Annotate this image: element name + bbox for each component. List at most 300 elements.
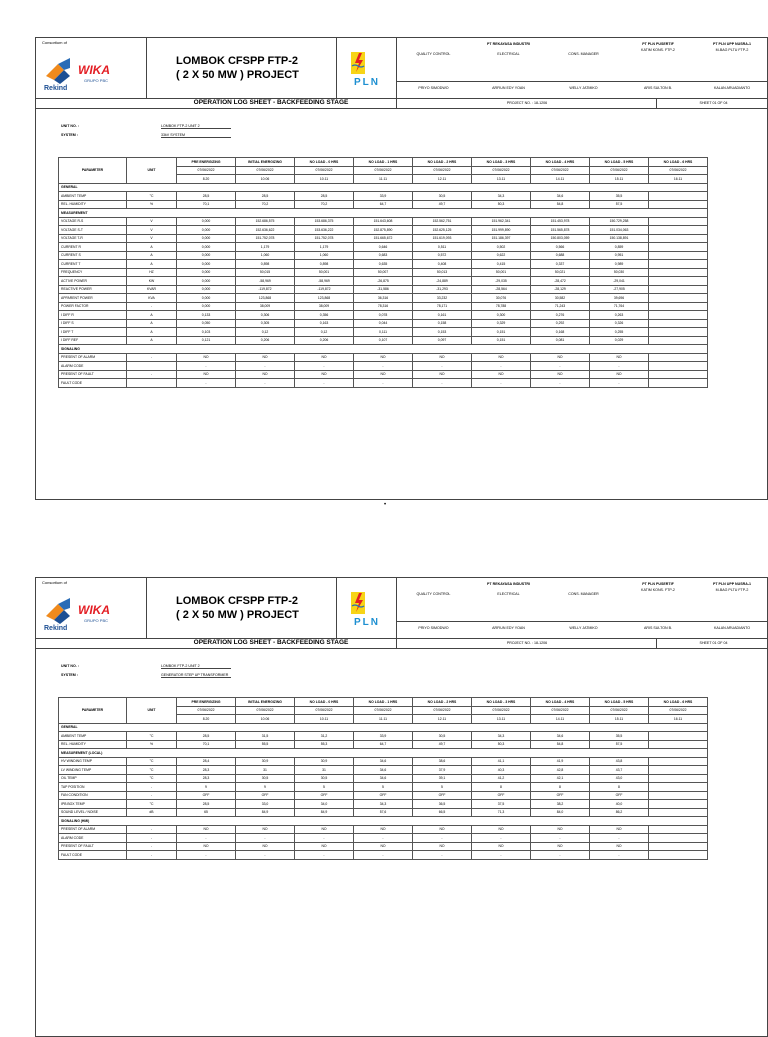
reading-cell: 0,000 <box>177 234 236 243</box>
reading-cell: 34,3 <box>472 192 531 201</box>
reading-cell: 0,000 <box>177 243 236 252</box>
stage-time: 14.11 <box>531 175 590 184</box>
stage-date: 07/06/2022 <box>295 706 354 715</box>
stage-header: INITIAL ENERGIZING <box>236 158 295 167</box>
parameter-name: IPB BOX TEMP <box>59 800 127 809</box>
reading-cell: 33,9 <box>354 192 413 201</box>
consortium-logo-box <box>36 578 147 638</box>
reading-cell: - <box>354 851 413 860</box>
reading-cell: 43,8 <box>590 757 649 766</box>
stage-date: 07/06/2022 <box>649 706 708 715</box>
reading-cell: NO <box>236 825 295 834</box>
reading-cell: 0,121 <box>177 336 236 345</box>
stage-date: 07/06/2022 <box>590 166 649 175</box>
reading-cell <box>649 370 708 379</box>
reading-cell: OFF <box>236 791 295 800</box>
reading-cell: 0,263 <box>590 311 649 320</box>
parameter-name: I DIFF S <box>59 319 127 328</box>
reading-cell: NO <box>295 370 354 379</box>
reading-cell: OFF <box>177 791 236 800</box>
reading-cell: 65 <box>177 808 236 817</box>
stage-header: NO LOAD - 1 HRS <box>354 158 413 167</box>
reading-cell: 31 <box>236 766 295 775</box>
reading-cell: 70,1 <box>177 740 236 749</box>
table-row <box>59 842 708 851</box>
stage-header: NO LOAD - 6 HRS <box>649 698 708 707</box>
reading-cell: -28,129 <box>531 285 590 294</box>
sign-role: M-BAG PLTU FTP-2 <box>715 588 749 592</box>
stage-time: 12.11 <box>413 175 472 184</box>
reading-cell: 34,0 <box>295 800 354 809</box>
table-row <box>59 766 708 775</box>
parameter-unit: - <box>127 791 177 800</box>
stage-date: 07/06/2022 <box>354 166 413 175</box>
reading-cell: 0,078 <box>354 311 413 320</box>
reading-cell: - <box>472 379 531 388</box>
table-row <box>59 379 708 388</box>
reading-cell: NO <box>236 842 295 851</box>
stage-header: PRE ENERGIZING <box>177 698 236 707</box>
sign-name: KALAN ARUADIANTO <box>713 86 751 90</box>
parameter-unit: dB <box>127 808 177 817</box>
table-row <box>59 192 708 201</box>
reading-cell: 0,000 <box>177 294 236 303</box>
reading-cell: NO <box>472 842 531 851</box>
section-title: MEASUREMENT <box>59 209 708 218</box>
section-title: SIGNALING (HMI) <box>59 817 708 826</box>
table-row <box>59 774 708 783</box>
stage-header: NO LOAD - 2 HRS <box>413 158 472 167</box>
reading-cell: 41,2 <box>472 774 531 783</box>
reading-cell <box>649 740 708 749</box>
stage-header: INITIAL ENERGIZING <box>236 698 295 707</box>
reading-cell: - <box>531 362 590 371</box>
parameter-name: VOLTAGE S-T <box>59 226 127 235</box>
reading-cell: - <box>177 362 236 371</box>
reading-cell: 0,000 <box>177 217 236 226</box>
reading-cell <box>649 336 708 345</box>
reading-cell: NO <box>590 825 649 834</box>
reading-cell: -119,872 <box>295 285 354 294</box>
parameter-name: CURRENT T <box>59 260 127 269</box>
sign-org: PT PLN PUSERTIF <box>642 42 674 46</box>
sign-role: CONS. MANAGER <box>568 52 599 56</box>
reading-cell: OFF <box>354 791 413 800</box>
project-title-line-1: LOMBOK CFSPP FTP-2 <box>176 595 299 607</box>
reading-cell: -31,293 <box>413 285 472 294</box>
parameter-unit: % <box>127 200 177 209</box>
unit-header: UNIT <box>127 698 177 724</box>
parameter-name: PRESENT OF ALARM <box>59 825 127 834</box>
reading-cell: 1,179 <box>295 243 354 252</box>
reading-cell <box>649 808 708 817</box>
stage-time: 11.11 <box>354 715 413 724</box>
svg-text:WIKA: WIKA <box>78 603 110 617</box>
reading-cell: 0,898 <box>295 260 354 269</box>
sign-col-mbag <box>695 38 768 98</box>
parameter-name: HV WINDING TEMP <box>59 757 127 766</box>
stage-header: NO LOAD - 1 HRS <box>354 698 413 707</box>
sign-name: ARFIUN EDY YOAN <box>492 626 525 630</box>
stage-header: NO LOAD - 5 HRS <box>590 158 649 167</box>
sign-role: ELECTRICAL <box>497 592 520 596</box>
reading-cell: NO <box>472 353 531 362</box>
table-row <box>59 302 708 311</box>
stage-date: 07/06/2022 <box>413 166 472 175</box>
approval-signature-area <box>396 578 768 638</box>
reading-cell: 30,5 <box>295 774 354 783</box>
reading-cell: 28,3 <box>177 774 236 783</box>
parameter-name: REACTIVE POWER <box>59 285 127 294</box>
table-row <box>59 362 708 371</box>
reading-cell: 50,015 <box>236 268 295 277</box>
unit-header: UNIT <box>127 158 177 184</box>
svg-text:WIKA: WIKA <box>78 63 110 77</box>
reading-cell: - <box>236 851 295 860</box>
parameter-name: ALARM CODE <box>59 362 127 371</box>
reading-cell: 0,161 <box>413 311 472 320</box>
reading-cell: - <box>295 851 354 860</box>
parameter-unit: V <box>127 217 177 226</box>
reading-cell: 42,1 <box>531 774 590 783</box>
reading-cell: - <box>472 362 531 371</box>
reading-cell: OFF <box>531 791 590 800</box>
parameter-name: AMBIENT TEMP <box>59 192 127 201</box>
stage-time: 8.20 <box>177 175 236 184</box>
sheet-header <box>36 38 767 99</box>
reading-cell <box>649 243 708 252</box>
reading-cell: 33,0 <box>236 800 295 809</box>
reading-cell: 9 <box>236 783 295 792</box>
sign-name: PRIYO SIMODWO <box>418 626 449 630</box>
reading-cell: - <box>295 362 354 371</box>
parameter-unit: A <box>127 336 177 345</box>
sign-name: ARIS SULTON B. <box>643 626 673 630</box>
parameter-name: OIL TEMP <box>59 774 127 783</box>
reading-cell: 0,168 <box>531 328 590 337</box>
reading-cell: 1,179 <box>236 243 295 252</box>
reading-cell: - <box>354 834 413 843</box>
table-row <box>59 234 708 243</box>
table-row <box>59 732 708 741</box>
reading-cell: 151.565,878 <box>531 226 590 235</box>
stage-header: NO LOAD - 3 HRS <box>472 158 531 167</box>
parameter-name: PRESENT OF FAULT <box>59 370 127 379</box>
stage-time: 16.11 <box>649 175 708 184</box>
reading-cell: -58,969 <box>236 277 295 286</box>
reading-cell: 70,1 <box>177 200 236 209</box>
reading-cell: 0,050 <box>177 319 236 328</box>
reading-cell <box>649 192 708 201</box>
reading-cell: NO <box>295 842 354 851</box>
table-row <box>59 251 708 260</box>
parameter-name: PRESENT OF FAULT <box>59 842 127 851</box>
stage-time: 14.11 <box>531 715 590 724</box>
stage-time: 16.11 <box>649 715 708 724</box>
consortium-label: Consortium of <box>42 40 67 45</box>
table-row <box>59 336 708 345</box>
reading-cell: NO <box>177 353 236 362</box>
reading-cell: - <box>531 851 590 860</box>
parameter-name: LV WINDING TEMP <box>59 766 127 775</box>
stage-date: 07/06/2022 <box>354 706 413 715</box>
sign-name: PRIYO SIMODWO <box>418 86 449 90</box>
rekind-wika-logo-icon <box>40 592 144 632</box>
reading-cell <box>649 791 708 800</box>
reading-cell: NO <box>413 825 472 834</box>
reading-cell: -29,035 <box>472 277 531 286</box>
parameter-unit: V <box>127 234 177 243</box>
reading-cell: - <box>472 834 531 843</box>
reading-cell: -31,586 <box>354 285 413 294</box>
reading-cell: NO <box>177 370 236 379</box>
reading-cell: 64,7 <box>354 200 413 209</box>
reading-cell: 49,7 <box>413 740 472 749</box>
stage-date: 07/06/2022 <box>236 166 295 175</box>
parameter-unit: °C <box>127 774 177 783</box>
section-title: SIGNALING <box>59 345 708 354</box>
unit-no-value: LOMBOK FTP-2 UNIT 2 <box>161 124 231 129</box>
reading-cell <box>649 379 708 388</box>
reading-cell: 5 <box>354 783 413 792</box>
stage-time: 10.11 <box>295 175 354 184</box>
system-label: SYSTEM : <box>61 133 78 137</box>
table-row <box>59 285 708 294</box>
reading-cell: NO <box>413 370 472 379</box>
stage-header: NO LOAD - 5 HRS <box>590 698 649 707</box>
parameter-unit: - <box>127 783 177 792</box>
reading-cell: -29,041 <box>590 277 649 286</box>
reading-cell: 151.186,397 <box>472 234 531 243</box>
sign-col-qc <box>396 38 471 98</box>
reading-cell: 50,021 <box>531 268 590 277</box>
svg-text:Rekind: Rekind <box>44 625 68 632</box>
reading-cell: 35,5 <box>590 192 649 201</box>
reading-cell: 84,9 <box>236 808 295 817</box>
parameter-unit: HZ <box>127 268 177 277</box>
reading-cell: - <box>354 379 413 388</box>
reading-cell: 71,764 <box>590 302 649 311</box>
reading-cell: 50,001 <box>472 268 531 277</box>
reading-cell: 0,408 <box>413 260 472 269</box>
reading-cell: - <box>590 834 649 843</box>
reading-cell: 0,356 <box>295 311 354 320</box>
pln-wordmark: PLN <box>354 617 380 628</box>
reading-cell: - <box>295 379 354 388</box>
pln-logo-icon <box>336 38 396 98</box>
table-row <box>59 783 708 792</box>
reading-cell <box>649 757 708 766</box>
reading-cell: - <box>177 851 236 860</box>
reading-cell: 57,5 <box>590 740 649 749</box>
sign-col-cons-manager <box>546 38 621 98</box>
pln-wordmark: PLN <box>354 77 380 88</box>
parameter-unit: A <box>127 311 177 320</box>
reading-cell: NO <box>590 370 649 379</box>
reading-cell: 30,076 <box>472 294 531 303</box>
pln-logo-box <box>336 38 397 98</box>
parameter-unit: °C <box>127 732 177 741</box>
reading-cell: 8 <box>472 783 531 792</box>
section-title: GENERAL <box>59 723 708 732</box>
table-row <box>59 217 708 226</box>
stage-time: 13.11 <box>472 175 531 184</box>
reading-cell: -58,969 <box>295 277 354 286</box>
stage-time: 15.11 <box>590 715 649 724</box>
reading-cell: OFF <box>590 791 649 800</box>
reading-cell: 0,255 <box>590 328 649 337</box>
reading-cell: - <box>590 362 649 371</box>
reading-cell: 28,5 <box>295 192 354 201</box>
parameter-unit: - <box>127 842 177 851</box>
reading-cell: - <box>177 834 236 843</box>
sign-divider <box>396 621 768 622</box>
table-row <box>59 319 708 328</box>
project-title-line-1: LOMBOK CFSPP FTP-2 <box>176 55 299 67</box>
reading-cell <box>649 851 708 860</box>
reading-cell: 0,153 <box>413 328 472 337</box>
section-title: MEASUREMENT (LOCAL) <box>59 749 708 758</box>
reading-cell <box>649 285 708 294</box>
reading-cell: 0,206 <box>295 336 354 345</box>
parameter-unit <box>127 362 177 371</box>
table-row <box>59 226 708 235</box>
reading-cell: - <box>590 851 649 860</box>
table-row <box>59 757 708 766</box>
stage-time: 13.11 <box>472 715 531 724</box>
table-row <box>59 328 708 337</box>
reading-cell: 36,5 <box>413 800 472 809</box>
project-title-line-2: ( 2 X 50 MW ) PROJECT <box>176 609 299 621</box>
reading-cell: - <box>177 379 236 388</box>
reading-cell: 50,001 <box>295 268 354 277</box>
reading-cell: 30,5 <box>413 732 472 741</box>
reading-cell: 0,305 <box>236 319 295 328</box>
reading-cell: NO <box>413 353 472 362</box>
reading-cell: 0,000 <box>177 277 236 286</box>
reading-cell: 0,646 <box>354 243 413 252</box>
reading-cell: 50,030 <box>590 268 649 277</box>
reading-cell: 66,5 <box>413 808 472 817</box>
section-row <box>59 345 708 354</box>
sign-role: CONS. MANAGER <box>568 592 599 596</box>
table-row <box>59 800 708 809</box>
reading-cell: 40,3 <box>472 766 531 775</box>
reading-cell: -27,905 <box>590 285 649 294</box>
table-row <box>59 311 708 320</box>
stage-time: 10.11 <box>295 715 354 724</box>
section-row <box>59 209 708 218</box>
reading-cell <box>649 217 708 226</box>
consortium-label: Consortium of <box>42 580 67 585</box>
sign-name: WELLY JATMIKO <box>569 626 598 630</box>
stage-date: 07/06/2022 <box>531 706 590 715</box>
reading-cell <box>649 319 708 328</box>
reading-cell: 123,868 <box>236 294 295 303</box>
reading-cell <box>649 226 708 235</box>
parameter-name: TAP POSITION <box>59 783 127 792</box>
reading-cell: 0,158 <box>413 319 472 328</box>
sign-col-qc <box>396 578 471 638</box>
parameter-unit: A <box>127 319 177 328</box>
reading-cell: 151.962,341 <box>472 217 531 226</box>
reading-cell: 0,951 <box>590 251 649 260</box>
reading-cell: 55,3 <box>295 740 354 749</box>
reading-cell <box>649 800 708 809</box>
reading-cell: - <box>413 379 472 388</box>
sign-col-katim <box>621 578 695 638</box>
reading-cell: 37,5 <box>472 800 531 809</box>
section-row <box>59 723 708 732</box>
reading-cell: 0,097 <box>413 336 472 345</box>
reading-cell: 0,326 <box>590 319 649 328</box>
reading-cell: NO <box>531 825 590 834</box>
page-separator-dot: • <box>384 502 387 508</box>
reading-cell: 1,060 <box>236 251 295 260</box>
sign-col-mbag <box>695 578 768 638</box>
reading-cell: 151.619,093 <box>413 234 472 243</box>
reading-cell: 0,300 <box>472 311 531 320</box>
reading-cell: 41,9 <box>531 757 590 766</box>
sign-org: PT PLN UPP NUSRA-1 <box>712 42 752 46</box>
reading-cell: NO <box>236 353 295 362</box>
parameter-name: CURRENT R <box>59 243 127 252</box>
log-sheet-2 <box>35 577 768 1037</box>
reading-cell <box>649 353 708 362</box>
project-number: PROJECT NO. : 18-1206 <box>396 98 657 108</box>
svg-text:Rekind: Rekind <box>44 85 68 92</box>
reading-cell: 151.034,063 <box>590 226 649 235</box>
reading-cell: 31,2 <box>295 732 354 741</box>
reading-cell: NO <box>413 842 472 851</box>
reading-cell: 0,511 <box>413 243 472 252</box>
reading-cell: 0,000 <box>177 285 236 294</box>
log-sheet-1 <box>35 37 768 500</box>
reading-cell: 28,5 <box>236 192 295 201</box>
reading-cell: 50,013 <box>413 268 472 277</box>
stage-header: PRE ENERGIZING <box>177 158 236 167</box>
sign-role: QUALITY CONTROL <box>416 52 451 56</box>
reading-cell: 40,0 <box>590 800 649 809</box>
table-row <box>59 834 708 843</box>
reading-cell <box>649 251 708 260</box>
sign-role: M-BAG PLTU FTP-2 <box>715 48 749 52</box>
reading-cell: 152.625,125 <box>413 226 472 235</box>
log-table <box>58 157 708 388</box>
reading-cell: 43,0 <box>590 774 649 783</box>
reading-cell: 0,133 <box>177 311 236 320</box>
reading-cell: 55,5 <box>236 740 295 749</box>
sign-col-katim <box>621 38 695 98</box>
parameter-unit: KVA <box>127 294 177 303</box>
parameter-unit: A <box>127 243 177 252</box>
reading-cell: 43,7 <box>590 766 649 775</box>
reading-cell: 30,9 <box>295 757 354 766</box>
table-row <box>59 808 708 817</box>
reading-cell <box>649 200 708 209</box>
parameter-unit: A <box>127 251 177 260</box>
reading-cell: 0,898 <box>236 260 295 269</box>
sign-name: KALAN ARUADIANTO <box>713 626 751 630</box>
reading-cell: 5 <box>295 783 354 792</box>
project-title-box <box>146 38 337 98</box>
reading-cell: 0,688 <box>531 251 590 260</box>
table-row <box>59 851 708 860</box>
reading-cell: 151.752,078 <box>295 234 354 243</box>
stage-date: 07/06/2022 <box>531 166 590 175</box>
reading-cell: 50,3 <box>472 740 531 749</box>
reading-cell: 152.686,575 <box>236 217 295 226</box>
